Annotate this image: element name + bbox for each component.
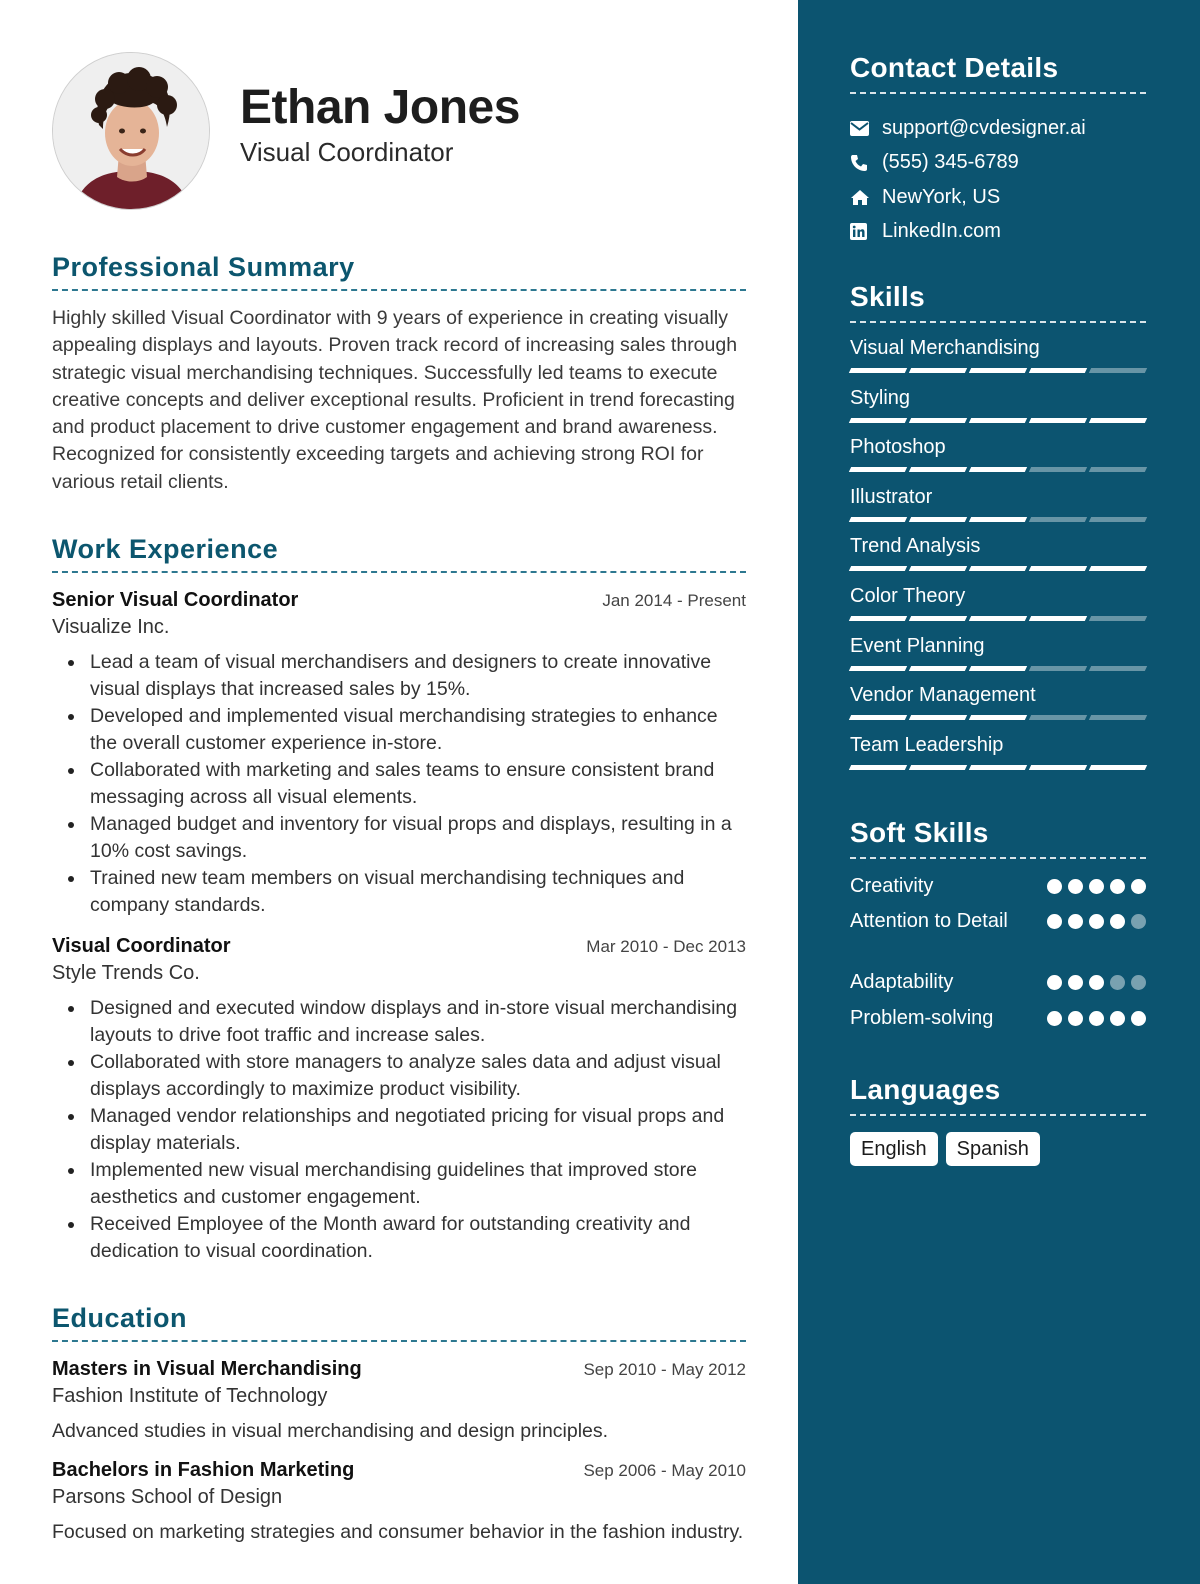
skill-segment-empty <box>1089 467 1147 472</box>
skills-list <box>850 329 1146 775</box>
skill-segment-empty <box>1089 666 1147 671</box>
skill-segment-filled <box>969 566 1027 571</box>
section-divider <box>52 571 746 573</box>
list-item: Collaborated with store managers to analyze sales data and adjust visual displays accordingly to maximize product visibility. <box>52 1049 746 1103</box>
rating-dot-filled <box>1068 975 1083 990</box>
skill-segment-filled <box>909 715 967 720</box>
soft-skills-section <box>850 817 1146 1041</box>
contact-email-text: support@cvdesigner.ai <box>882 116 1086 139</box>
skill-segment-filled <box>849 368 907 373</box>
job-bullets <box>52 995 746 1265</box>
skill-segment-filled <box>969 616 1027 621</box>
skill-segment-filled <box>849 765 907 770</box>
candidate-name: Ethan Jones <box>240 81 520 134</box>
rating-dot-filled <box>1089 975 1104 990</box>
skill-level-bar <box>850 616 1146 621</box>
soft-skill-name: Attention to Detail <box>850 910 1008 932</box>
skill-segment-filled <box>969 418 1027 423</box>
skill-segment-filled <box>909 368 967 373</box>
skill-segment-empty <box>1089 368 1147 373</box>
rating-dot-filled <box>1110 879 1125 894</box>
skill-name: Styling <box>850 386 911 409</box>
education-entry <box>52 1459 746 1546</box>
skill-item <box>850 478 1146 528</box>
school-name: Fashion Institute of Technology <box>52 1385 328 1407</box>
list-item: Trained new team members on visual merchandising techniques and company standards. <box>52 865 746 919</box>
list-item: Received Employee of the Month award for outstanding creativity and dedication to visual coordination. <box>52 1211 746 1265</box>
soft-skill-item <box>850 969 1146 1005</box>
skill-segment-filled <box>849 666 907 671</box>
skill-level-bar <box>850 666 1146 671</box>
job-bullets <box>52 649 746 919</box>
skill-level-bar <box>850 517 1146 522</box>
rating-dot-filled <box>1047 975 1062 990</box>
skill-segment-empty <box>1029 467 1087 472</box>
job-role: Visual Coordinator <box>52 935 231 957</box>
skill-segment-filled <box>849 566 907 571</box>
summary-section <box>52 252 746 496</box>
soft-skill-item <box>850 873 1146 908</box>
contact-phone-text: (555) 345-6789 <box>882 151 1019 174</box>
skill-name: Illustrator <box>850 485 933 508</box>
rating-dot-filled <box>1068 1011 1083 1026</box>
skill-segment-empty <box>1029 666 1087 671</box>
skill-segment-filled <box>909 765 967 770</box>
skill-segment-filled <box>909 418 967 423</box>
skill-segment-filled <box>969 765 1027 770</box>
rating-dot-filled <box>1047 914 1062 929</box>
experience-section <box>52 534 746 1265</box>
skill-level-bar <box>850 418 1146 423</box>
skill-level-bar <box>850 368 1146 373</box>
rating-dot-empty <box>1110 975 1125 990</box>
rating-dot-filled <box>1131 879 1146 894</box>
job-company: Style Trends Co. <box>52 962 200 984</box>
skill-item <box>850 527 1146 577</box>
skill-segment-filled <box>909 616 967 621</box>
job-role: Senior Visual Coordinator <box>52 589 299 611</box>
rating-dot-filled <box>1110 914 1125 929</box>
job-date: Mar 2010 - Dec 2013 <box>586 937 746 956</box>
skill-segment-filled <box>969 368 1027 373</box>
job-company: Visualize Inc. <box>52 616 170 638</box>
skill-segment-empty <box>1089 616 1147 621</box>
skill-name: Event Planning <box>850 634 985 657</box>
skill-segment-filled <box>849 517 907 522</box>
contact-heading: Contact Details <box>850 52 1059 83</box>
candidate-title: Visual Coordinator <box>240 137 454 167</box>
envelope-icon <box>850 121 882 136</box>
job-date: Jan 2014 - Present <box>602 591 746 610</box>
skill-item <box>850 379 1146 429</box>
contact-location <box>850 180 1146 215</box>
skill-segment-filled <box>1089 765 1147 770</box>
section-divider <box>850 92 1146 94</box>
skill-segment-filled <box>849 418 907 423</box>
rating-dot-empty <box>1131 914 1146 929</box>
education-entry <box>52 1358 746 1445</box>
degree-name: Masters in Visual Merchandising <box>52 1358 362 1380</box>
sidebar <box>798 0 1200 1584</box>
skill-item <box>850 726 1146 776</box>
avatar <box>52 52 210 210</box>
skill-item <box>850 627 1146 677</box>
skill-segment-filled <box>1029 418 1087 423</box>
home-icon <box>850 189 882 206</box>
language-tag-spanish: Spanish <box>946 1132 1040 1166</box>
skill-level-bar <box>850 467 1146 472</box>
soft-skill-name: Creativity <box>850 875 934 897</box>
skill-segment-filled <box>1089 566 1147 571</box>
contact-email[interactable] <box>850 111 1146 146</box>
rating-dot-filled <box>1089 879 1104 894</box>
rating-dot-empty <box>1131 975 1146 990</box>
skill-name: Color Theory <box>850 584 966 607</box>
education-section <box>52 1303 746 1546</box>
skill-item <box>850 329 1146 379</box>
skill-segment-filled <box>909 467 967 472</box>
phone-icon <box>850 154 882 172</box>
skill-segment-filled <box>969 517 1027 522</box>
contact-location-text: NewYork, US <box>882 185 1001 208</box>
skill-level-bar <box>850 765 1146 770</box>
summary-text: Highly skilled Visual Coordinator with 9 years of experience in creating visually appealing displays and layouts. Proven track record of increasing sales through strategic visual merchandising techniques. Successfully led teams to execute creative concepts and deliver exceptional results. Proficient in trend forecasting and product placement to drive customer engagement and brand awareness. Recognized for consistently exceeding targets and achieving strong ROI for various retail clients. <box>52 307 738 493</box>
languages-heading: Languages <box>850 1074 1001 1105</box>
skills-section <box>850 281 1146 775</box>
list-item: Managed vendor relationships and negotiated pricing for visual props and display materials. <box>52 1103 746 1157</box>
skill-segment-filled <box>849 715 907 720</box>
skill-name: Vendor Management <box>850 684 1036 707</box>
education-date: Sep 2010 - May 2012 <box>583 1360 746 1379</box>
skill-item <box>850 428 1146 478</box>
skill-segment-filled <box>969 467 1027 472</box>
education-description: Advanced studies in visual merchandising and design principles. <box>52 1420 609 1442</box>
rating-dot-filled <box>1110 1011 1125 1026</box>
contact-linkedin[interactable] <box>850 215 1146 250</box>
skill-segment-filled <box>1029 765 1087 770</box>
skill-segment-empty <box>1029 715 1087 720</box>
skill-level-bar <box>850 566 1146 571</box>
skill-segment-empty <box>1089 517 1147 522</box>
job-entry <box>52 935 746 1265</box>
soft-skill-rating <box>1047 969 1146 990</box>
linkedin-icon <box>850 223 882 240</box>
contact-section <box>850 52 1146 249</box>
list-item: Collaborated with marketing and sales teams to ensure consistent brand messaging across all visual elements. <box>52 757 746 811</box>
skill-segment-filled <box>909 566 967 571</box>
rating-dot-filled <box>1089 914 1104 929</box>
skill-segment-filled <box>849 616 907 621</box>
education-date: Sep 2006 - May 2010 <box>583 1461 746 1480</box>
skill-segment-filled <box>1029 616 1087 621</box>
skill-name: Visual Merchandising <box>850 337 1040 359</box>
skill-segment-filled <box>1089 418 1147 423</box>
rating-dot-filled <box>1089 1011 1104 1026</box>
contact-phone[interactable] <box>850 146 1146 181</box>
education-heading: Education <box>52 1303 188 1333</box>
soft-skill-name: Problem-solving <box>850 1007 994 1029</box>
experience-heading: Work Experience <box>52 534 279 564</box>
skill-name: Photoshop <box>850 436 946 459</box>
skill-segment-filled <box>849 467 907 472</box>
skill-segment-filled <box>1029 566 1087 571</box>
list-item: Managed budget and inventory for visual props and displays, resulting in a 10% cost savings. <box>52 811 746 865</box>
skill-segment-empty <box>1089 715 1147 720</box>
skill-item <box>850 577 1146 627</box>
languages-section <box>850 1074 1146 1166</box>
contact-linkedin-text: LinkedIn.com <box>882 220 1001 243</box>
list-item: Lead a team of visual merchandisers and designers to create innovative visual displays that increased sales by 15%. <box>52 649 746 703</box>
rating-dot-filled <box>1047 879 1062 894</box>
school-name: Parsons School of Design <box>52 1486 283 1508</box>
language-tag-english: English <box>850 1132 938 1166</box>
list-item: Developed and implemented visual merchandising strategies to enhance the overall customer experience in-store. <box>52 703 746 757</box>
education-description: Focused on marketing strategies and consumer behavior in the fashion industry. <box>52 1521 744 1543</box>
soft-skill-rating <box>1047 908 1146 929</box>
section-divider <box>52 1340 746 1342</box>
list-item: Implemented new visual merchandising guidelines that improved store aesthetics and customer engagement. <box>52 1157 746 1211</box>
section-divider <box>52 289 746 291</box>
soft-skill-item <box>850 908 1146 969</box>
skill-name: Team Leadership <box>850 733 1004 756</box>
job-entry <box>52 589 746 919</box>
skill-item <box>850 676 1146 726</box>
soft-skill-item <box>850 1005 1146 1041</box>
skill-segment-filled <box>909 666 967 671</box>
soft-skills-heading: Soft Skills <box>850 817 989 848</box>
section-divider <box>850 321 1146 323</box>
list-item: Designed and executed window displays and in-store visual merchandising layouts to drive foot traffic and increase sales. <box>52 995 746 1049</box>
skill-name: Trend Analysis <box>850 535 981 558</box>
summary-heading: Professional Summary <box>52 252 355 282</box>
degree-name: Bachelors in Fashion Marketing <box>52 1459 355 1481</box>
soft-skill-rating <box>1047 1005 1146 1026</box>
skill-level-bar <box>850 715 1146 720</box>
rating-dot-filled <box>1047 1011 1062 1026</box>
skills-heading: Skills <box>850 281 925 312</box>
skill-segment-empty <box>1029 517 1087 522</box>
skill-segment-filled <box>969 666 1027 671</box>
section-divider <box>850 1114 1146 1116</box>
soft-skill-name: Adaptability <box>850 971 954 993</box>
skill-segment-filled <box>909 517 967 522</box>
avatar-photo <box>53 53 210 210</box>
skill-segment-filled <box>1029 368 1087 373</box>
soft-skill-rating <box>1047 873 1146 894</box>
rating-dot-filled <box>1068 879 1083 894</box>
rating-dot-filled <box>1068 914 1083 929</box>
rating-dot-filled <box>1131 1011 1146 1026</box>
skill-segment-filled <box>969 715 1027 720</box>
section-divider <box>850 857 1146 859</box>
